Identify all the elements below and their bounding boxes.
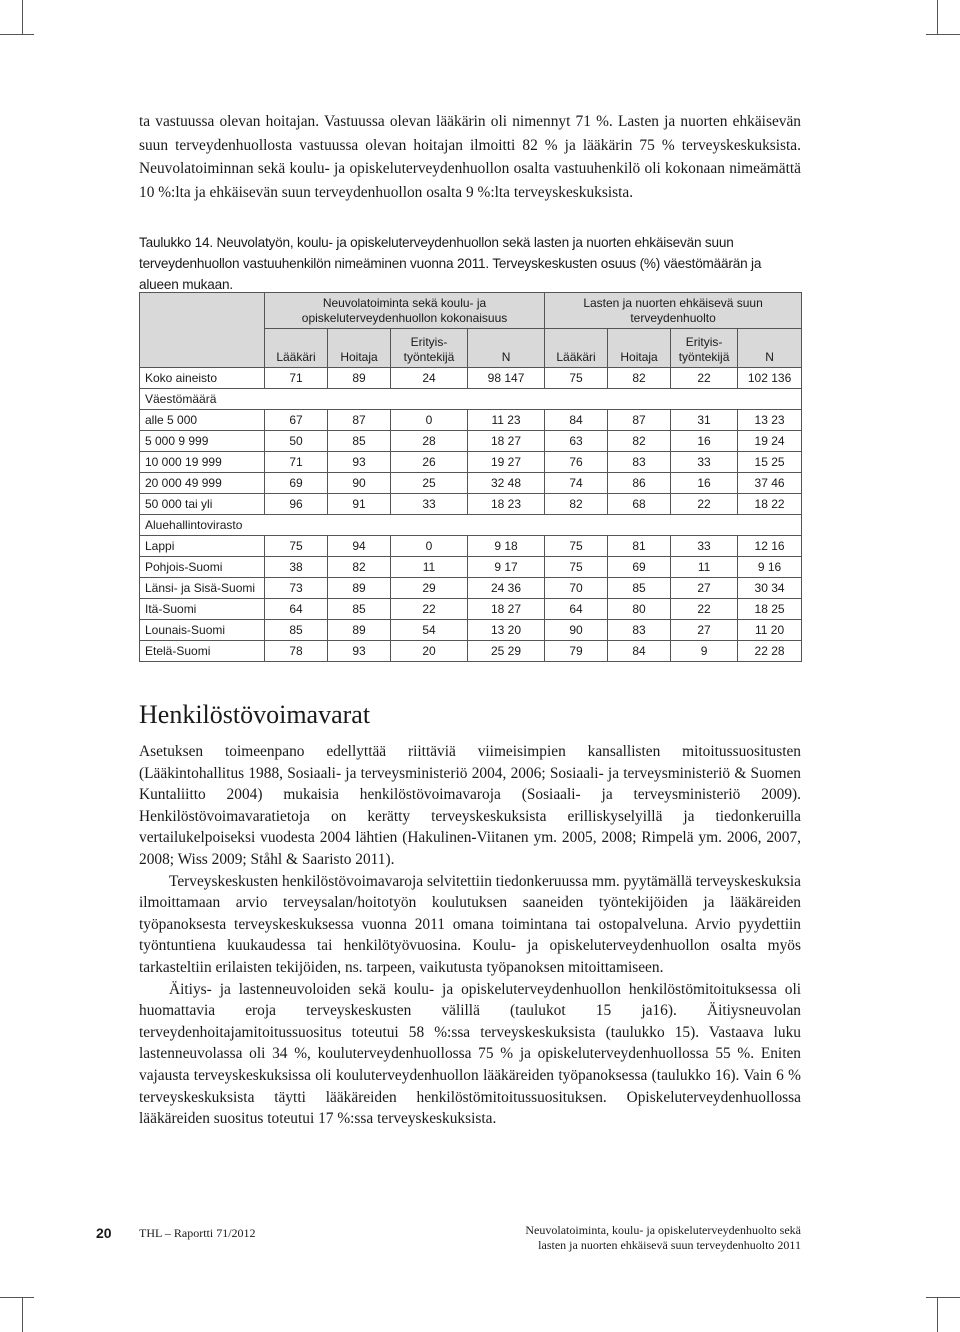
table-cell: 83	[608, 452, 671, 473]
table-cell: 9 18	[468, 536, 545, 557]
table-cell: 98 147	[468, 368, 545, 389]
table-row	[140, 473, 802, 494]
table-cell: 68	[608, 494, 671, 515]
column-header: Erityis- työntekijä	[671, 329, 738, 368]
table-cell: 11 23	[468, 410, 545, 431]
row-label: Lappi	[140, 536, 265, 557]
table-cell: 76	[545, 452, 608, 473]
table-cell: 90	[328, 473, 391, 494]
table-cell: 22	[391, 599, 468, 620]
footer-title-line: Neuvolatoiminta, koulu- ja opiskeluterveydenhuolto sekä	[525, 1223, 801, 1237]
table-cell: 13 20	[468, 620, 545, 641]
table-cell: 69	[265, 473, 328, 494]
table-caption: Taulukko 14. Neuvolatyön, koulu- ja opiskeluterveydenhuollon sekä lasten ja nuorten ehkäisevän suun terveydenhuollon vastuuhenkilön nimeäminen vuonna 2011. Terveyskeskusten osuus (%) väestömäärän ja alueen mukaan.	[139, 235, 762, 292]
crop-mark	[0, 1297, 34, 1298]
table-cell: 82	[608, 431, 671, 452]
table-cell: 96	[265, 494, 328, 515]
row-label: Etelä-Suomi	[140, 641, 265, 662]
table-cell: 18 22	[738, 494, 802, 515]
table-cell: 11	[671, 557, 738, 578]
table-cell: 27	[671, 620, 738, 641]
table-row	[140, 557, 802, 578]
table-cell: 9 17	[468, 557, 545, 578]
row-label: 10 000 19 999	[140, 452, 265, 473]
table-cell: 85	[265, 620, 328, 641]
table-cell: 83	[608, 620, 671, 641]
table-cell: 18 27	[468, 599, 545, 620]
table-cell: 16	[671, 431, 738, 452]
group-header: Neuvolatoiminta sekä koulu- ja opiskeluterveydenhuollon kokonaisuus	[265, 293, 545, 329]
group-header-row	[140, 293, 802, 329]
table-cell: 85	[608, 578, 671, 599]
table-cell: 12 16	[738, 536, 802, 557]
table-cell: 24	[391, 368, 468, 389]
table-cell: 63	[545, 431, 608, 452]
crop-mark	[937, 0, 938, 34]
table-cell: 11	[391, 557, 468, 578]
table-body	[140, 368, 802, 662]
table-row	[140, 536, 802, 557]
table-cell: 85	[328, 599, 391, 620]
table-cell: 38	[265, 557, 328, 578]
data-table	[139, 292, 802, 662]
group-header: Lasten ja nuorten ehkäisevä suun terveydenhuolto	[545, 293, 802, 329]
crop-mark	[0, 34, 34, 35]
table-cell: 19 24	[738, 431, 802, 452]
row-label: Länsi- ja Sisä-Suomi	[140, 578, 265, 599]
table-row	[140, 410, 802, 431]
intro-text	[139, 110, 801, 204]
footer-title-line: lasten ja nuorten ehkäisevä suun terveydenhuolto 2011	[538, 1238, 801, 1252]
table-row	[140, 431, 802, 452]
table-cell: 15 25	[738, 452, 802, 473]
intro-paragraph: ta vastuussa olevan hoitajan. Vastuussa olevan lääkärin oli nimennyt 71 %. Lasten ja nuorten ehkäisevän suun terveydenhuollosta vastuussa olevan hoitajan ilmoitti 82 % ja lääkärin 75 % terveyskeskuksista. Neuvolatoiminnan sekä koulu- ja opiskeluterveydenhuollon osalta vastuuhenkilö oli kokonaan nimeämättä 10 %:lta ja ehkäisevän suun terveydenhuollon osalta 9 %:lta terveyskeskuksista.	[139, 113, 801, 201]
row-label: 50 000 tai yli	[140, 494, 265, 515]
table-row	[140, 599, 802, 620]
table-cell: 75	[545, 557, 608, 578]
table-cell: 87	[608, 410, 671, 431]
table-row	[140, 494, 802, 515]
table-cell: 19 27	[468, 452, 545, 473]
body-paragraph: Terveyskeskusten henkilöstövoimavaroja selvitettiin tiedonkeruussa mm. pyytämällä terveyskeskuksia ilmoittamaan arvio terveysalan/hoitotyön koulutuksen saaneiden työntekijöiden ja lääkäreiden työpanoksesta terveyskeskuksessa vuonna 2011 omana toimintana tai ostopalveluna. Arvio pyydettiin työntuntiena kuukaudessa tai henkilötyövuosina. Koulu- ja opiskeluterveydenhuollon osalta myös tarkasteltiin erilaisten tekijöiden, ns. tarpeen, vaikutusta työpanoksen mitoittamiseen.	[139, 872, 801, 976]
table-cell: 75	[545, 536, 608, 557]
table-row	[140, 368, 802, 389]
footer-title	[500, 1223, 801, 1253]
table-cell: 67	[265, 410, 328, 431]
table-cell: 33	[391, 494, 468, 515]
table-cell: 24 36	[468, 578, 545, 599]
table-cell: 18 25	[738, 599, 802, 620]
table-cell: 25	[391, 473, 468, 494]
table-cell: 13 23	[738, 410, 802, 431]
table-cell: 20	[391, 641, 468, 662]
table-cell: 90	[545, 620, 608, 641]
table-cell: 30 34	[738, 578, 802, 599]
crop-mark	[22, 1298, 23, 1332]
table-cell: 31	[671, 410, 738, 431]
table-cell: 16	[671, 473, 738, 494]
table-cell: 78	[265, 641, 328, 662]
table-cell: 102 136	[738, 368, 802, 389]
table-cell: 86	[608, 473, 671, 494]
table-cell: 33	[671, 536, 738, 557]
table-cell: 82	[608, 368, 671, 389]
table-cell: 64	[545, 599, 608, 620]
table-cell: 22	[671, 368, 738, 389]
crop-mark	[926, 1297, 960, 1298]
table-cell: 71	[265, 452, 328, 473]
table-cell: 85	[328, 431, 391, 452]
page-number: 20	[96, 1225, 112, 1241]
table-cell: 84	[608, 641, 671, 662]
row-label: Lounais-Suomi	[140, 620, 265, 641]
table-cell: 32 48	[468, 473, 545, 494]
table-cell: 80	[608, 599, 671, 620]
table-cell: 29	[391, 578, 468, 599]
table-cell: 37 46	[738, 473, 802, 494]
table-cell: 84	[545, 410, 608, 431]
section-label: Väestömäärä	[140, 389, 802, 410]
table-cell: 27	[671, 578, 738, 599]
row-label: Itä-Suomi	[140, 599, 265, 620]
table-cell: 0	[391, 410, 468, 431]
crop-mark	[926, 34, 960, 35]
crop-mark	[937, 1298, 938, 1332]
footer-publication: THL – Raportti 71/2012	[139, 1226, 256, 1240]
row-label: 20 000 49 999	[140, 473, 265, 494]
corner-cell	[140, 293, 265, 368]
table-cell: 22 28	[738, 641, 802, 662]
column-header: Hoitaja	[328, 329, 391, 368]
table-cell: 18 27	[468, 431, 545, 452]
table-cell: 81	[608, 536, 671, 557]
table-cell: 87	[328, 410, 391, 431]
section-label: Aluehallintovirasto	[140, 515, 802, 536]
row-label: Koko aineisto	[140, 368, 265, 389]
table-cell: 91	[328, 494, 391, 515]
table-row	[140, 452, 802, 473]
table-row	[140, 620, 802, 641]
table-cell: 69	[608, 557, 671, 578]
column-header: N	[468, 329, 545, 368]
body-paragraph: Äitiys- ja lastenneuvoloiden sekä koulu- ja opiskeluterveydenhuollon henkilöstömitoituksessa oli huomattavia eroja terveyskeskusten välillä (taulukot 15 ja16). Äitiysneuvolan terveydenhoitajamitoitussuositus toteutui 58 %:ssa terveyskeskuksista (taulukko 15). Vastaava luku lastenneuvolassa oli 34 %, kouluterveydenhuollossa 75 % ja opiskeluterveydenhuollossa 55 %. Eniten vajausta terveyskeskuksissa oli kouluterveydenhuollon lääkäreiden työpanoksessa (taulukko 16). Vain 6 % terveyskeskuksista täytti lääkäreiden henkilöstömitoitussuosituksen. Opiskeluterveydenhuollossa lääkäreiden suositus toteutui 17 %:ssa terveyskeskuksista.	[139, 980, 801, 1128]
table-cell: 28	[391, 431, 468, 452]
table-cell: 89	[328, 578, 391, 599]
body-text	[139, 741, 801, 1130]
column-header: Hoitaja	[608, 329, 671, 368]
table-row	[140, 578, 802, 599]
table-cell: 82	[328, 557, 391, 578]
table-cell: 22	[671, 599, 738, 620]
table-cell: 25 29	[468, 641, 545, 662]
table-cell: 18 23	[468, 494, 545, 515]
table-cell: 89	[328, 620, 391, 641]
table-cell: 71	[265, 368, 328, 389]
column-header: Lääkäri	[265, 329, 328, 368]
table-cell: 93	[328, 452, 391, 473]
table-cell: 94	[328, 536, 391, 557]
crop-mark	[22, 0, 23, 34]
table-cell: 0	[391, 536, 468, 557]
body-paragraph: Asetuksen toimeenpano edellyttää riittäviä viimeisimpien kansallisten mitoitussuositusten (Lääkintohallitus 1988, Sosiaali- ja terveysministeriö 2004, 2006; Sosiaali- ja terveysministeriö & Suomen Kuntaliitto 2004) mukaisia henkilöstövoimavaroja (Sosiaali- ja terveysministeriö 2009). Henkilöstövoimavaratietoja on kerätty terveyskeskuksista erilliskyselyillä ja tiedonkeruilla vertailukelpoiseksi vuodesta 2004 lähtien (Hakulinen-Viitanen ym. 2005, 2008; Rimpelä ym. 2006, 2007, 2008; Wiss 2009; Ståhl & Saaristo 2011).	[139, 743, 801, 868]
table-cell: 79	[545, 641, 608, 662]
row-label: Pohjois-Suomi	[140, 557, 265, 578]
column-header: Lääkäri	[545, 329, 608, 368]
table-cell: 75	[545, 368, 608, 389]
table-cell: 11 20	[738, 620, 802, 641]
column-header: Erityis- työntekijä	[391, 329, 468, 368]
column-header: N	[738, 329, 802, 368]
table-cell: 93	[328, 641, 391, 662]
table-cell: 89	[328, 368, 391, 389]
table-cell: 9	[671, 641, 738, 662]
table-cell: 64	[265, 599, 328, 620]
table-cell: 9 16	[738, 557, 802, 578]
page-footer	[0, 1220, 960, 1260]
table-cell: 26	[391, 452, 468, 473]
table-cell: 54	[391, 620, 468, 641]
table-cell: 33	[671, 452, 738, 473]
section-row	[140, 515, 802, 536]
table-cell: 74	[545, 473, 608, 494]
table-row	[140, 641, 802, 662]
row-label: alle 5 000	[140, 410, 265, 431]
section-heading: Henkilöstövoimavarat	[139, 700, 371, 729]
table-cell: 75	[265, 536, 328, 557]
table-cell: 70	[545, 578, 608, 599]
row-label: 5 000 9 999	[140, 431, 265, 452]
table-cell: 73	[265, 578, 328, 599]
table-cell: 82	[545, 494, 608, 515]
table-cell: 22	[671, 494, 738, 515]
data-table-container	[139, 292, 801, 662]
section-row	[140, 389, 802, 410]
table-cell: 50	[265, 431, 328, 452]
